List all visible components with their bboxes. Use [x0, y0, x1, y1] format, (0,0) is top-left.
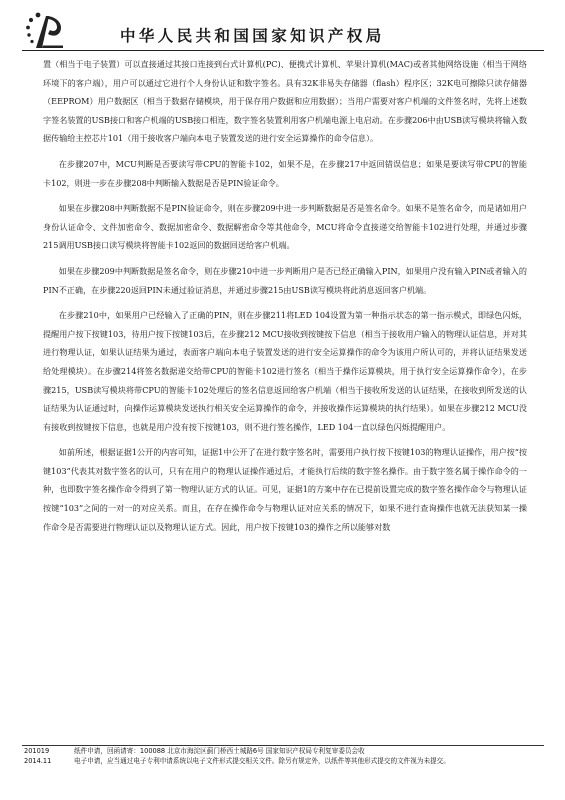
document-body: [43, 55, 527, 543]
body-paragraph: 如果在步骤208中判断数据不是PIN验证命令，则在步骤209中进一步判断数据是否是签名命令。如果不是签名命令，而是诸如用户身份认证命令、文件加密命令、数据加密命令、数据解密命令等其他命令，MCU将命令直接递交给智能卡102进行处理，并通过步骤215调用USB接口读写模块将智能卡102返回的数据回送给客户机端。: [43, 203, 527, 251]
footer-mail-notice: 纸件申请，回函请寄：100088 北京市海淀区蓟门桥西土城路6号 国家知识产权局专利复审委员会收: [74, 747, 365, 755]
body-paragraph: 如果在步骤209中判断数据是签名命令，则在步骤210中进一步判断用户是否已经正确输入PIN，如果用户没有输入PIN或者输入的PIN不正确，在步骤220返回PIN未通过验证消息，并通过步骤215由USB读写模块将此消息返回客户机端。: [43, 265, 527, 295]
footer-divider: [22, 745, 544, 746]
page-footer: [24, 747, 544, 766]
footer-form-date: 2014.11: [24, 756, 52, 765]
footer-form-code: 201019: [24, 747, 50, 755]
body-paragraph: 在步骤207中，MCU判断是否要读写带CPU的智能卡102，如果不是，在步骤217中返回错误信息；如果是要读写带CPU的智能卡102，则进一步在步骤208中判断输入数据是否是PIN验证命令。: [43, 158, 527, 188]
page-header: [22, 10, 544, 52]
body-paragraph: 置（相当于电子装置）可以直接通过其接口连接到台式计算机(PC)、便携式计算机、苹果计算机(MAC)或者其他网络设施（相当于网络环境下的客户端），用户可以通过它进行个人身份认证和数字签名。具有32K非易失存储器（flash）程序区；32K电可擦除只读存储器（EEPROM）用户数据区（相当于数据存储模块，用于保存用户数据和应用数据）；当用户需要对客户机端的文件签名时，先将上述数字签名装置的USB接口和客户机端的USB接口相连，数字签名装置利用客户机端电源上电启动。在步骤206中由USB读写模块将输入数据传输给主控芯片101（用于接收客户端向本电子装置发送的进行安全运算操作的命令信息）。: [43, 59, 527, 144]
header-divider: [22, 50, 544, 51]
body-paragraph: 在步骤210中，如果用户已经输入了正确的PIN，则在步骤211将LED 104设置为第一种指示状态的第一指示模式，即绿色闪烁，提醒用户按下按键103，待用户按下按键103后，在步骤212 MCU接收到按键按下信息（相当于接收用户输入的物理认证信息，并对其进行物理认证，如果认证结果为通过，表面客户端向本电子装置发送的进行安全运算操作的命令为该用户所认可的，并将认证结果发送给处理模块）。在步骤214将签名数据递交给带CPU的智能卡102进行签名（相当于操作运算模块，用于执行安全运算操作命令），在步骤215，USB读写模块将带CPU的智能卡102处理后的签名信息返回给客户机端（相当于接收所发送的认证结果，在接收到所发送的认证结果为认证通过时，向操作运算模块发送执行相关安全运算操作的命令，并接收操作运算模块的执行结果）。如果在步骤212 MCU没有接收到按键按下信息，也就是用户没有按下按键103，则不进行签名操作，LED 104一直以绿色闪烁提醒用户。: [43, 310, 527, 432]
cnipa-logo-icon: [22, 10, 66, 50]
page-title: 中华人民共和国国家知识产权局: [120, 27, 385, 45]
footer-electronic-notice: 电子申请，应当通过电子专利申请系统以电子文件形式提交相关文件。除另有规定外，以纸件等其他形式提交的文件视为未提交。: [74, 756, 450, 765]
footer-row: [24, 757, 544, 767]
body-paragraph: 如前所述，根据证据1公开的内容可知，证据1中公开了在进行数字签名时，需要用户执行按下按键103的物理认证操作，用户按“按键103”代表其对数字签名的认可，只有在用户的物理认证操作通过后，才能执行后续的数字签名操作。由于数字签名属于操作命令的一种，也即数字签名操作命令得到了第一物理认证方式的认证。可见，证据1的方案中存在已提前设置完成的数字签名操作命令与物理认证按键“103”之间的一对一的对应关系。而且，在存在操作命令与物理认证对应关系的情况下，如果不进行查询操作也就无法获知某一操作命令是否需要进行物理认证以及物理认证方式。因此，用户按下按键103的操作之所以能够对数: [43, 447, 527, 532]
footer-row: [24, 747, 544, 757]
